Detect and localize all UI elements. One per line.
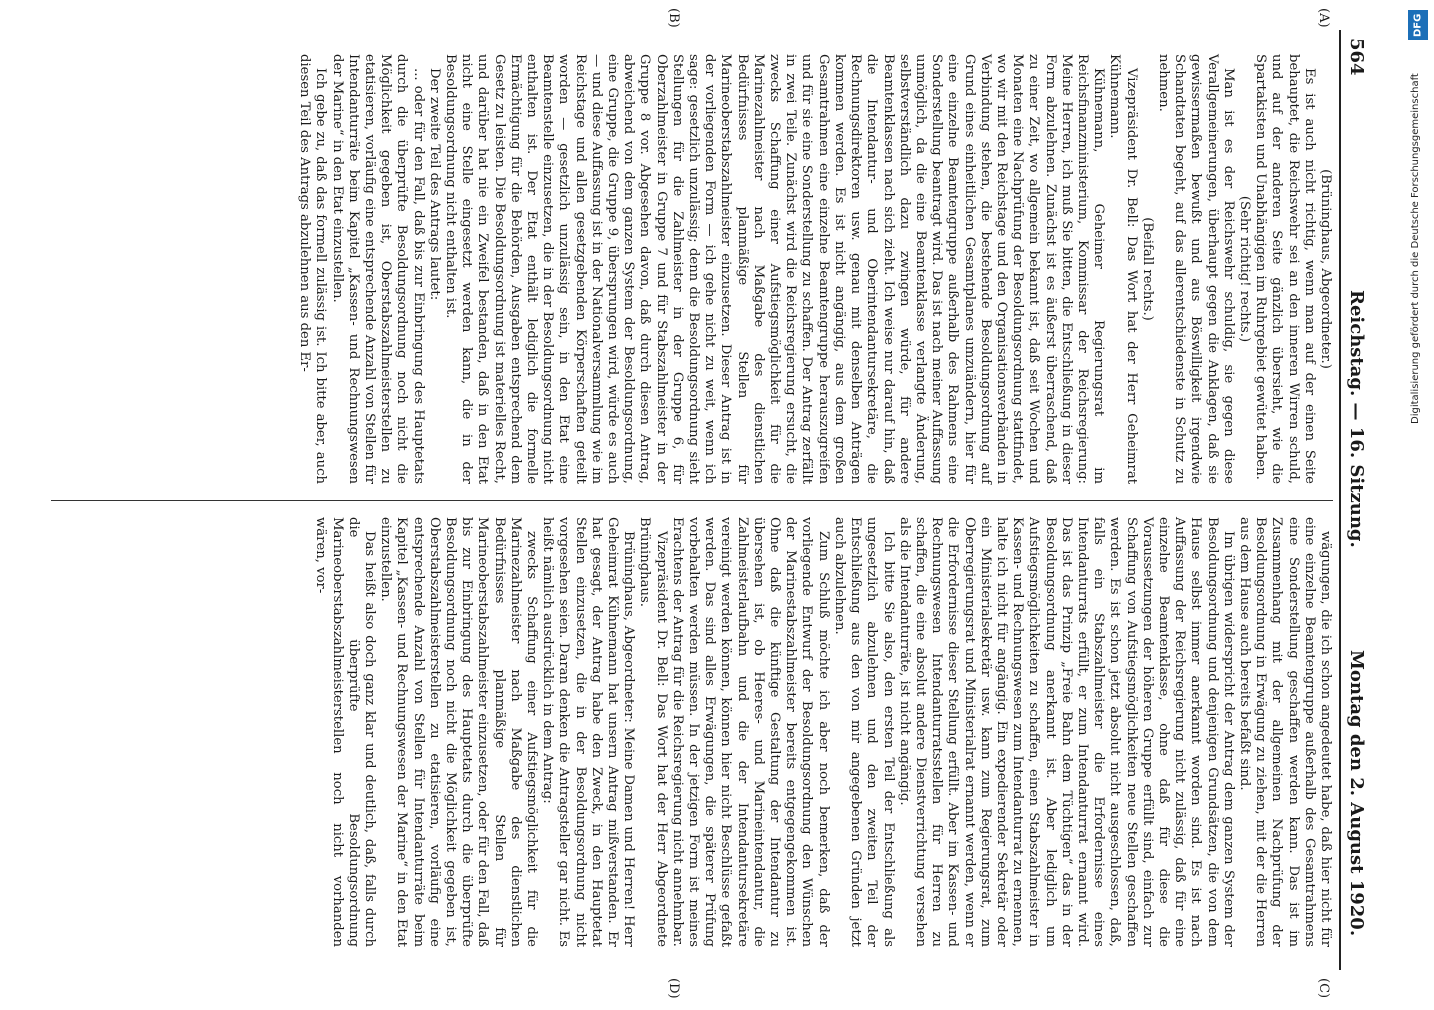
right-column-paragraph: Zum Schluß möchte ich aber noch bemerken, daß der vorliegende Entwurf der Besoldungsordnung den Wünschen der Marinestabszahlmeister bereits entgegengekommen ist. Ohne daß die künftige Gestaltung der Intendantur zu übersehen ist, ob Heeres- und Marineintendantur, die Zahlmeisterlaufbahn und die der Intendantursekretäre vereinigt werden können, können hier nicht Beschlüsse gefaßt werden. Das sind alles Erwägungen, die späterer Prüfung vorbehalten werden müssen. In der jetzigen Form ist meines Erachtens der Antrag für die Reichsregierung nicht annehmbar.	[669, 517, 831, 947]
left-column-paragraph: Es ist auch nicht richtig, wenn man auf der einen Seite behauptet, die Reichswehr sei an den inneren Wirren schuld, und auf der anderen Seite gänzlich übersieht, wie die Spartakisten und Unabhängigen im Ruhrgebiet gewütet haben.	[1253, 54, 1317, 484]
left-column-paragraph: Man ist es der Reichswehr schuldig, sie gegen diese Verallgemeinerungen, überhaupt gegen die Anklagen, daß sie gewissermaßen bewußt und aus Böswilligkeit irgendwie Schandtaten begeht, auf das allerentschiedenste in Schutz zu nehmen.	[1155, 54, 1236, 484]
right-column-paragraph: wägungen, die ich schon angedeutet habe, daß hier nicht für eine einzelne Beamtengruppe außerhalb des Gesamtrahmens eine Sonderstellung geschaffen werden kann. Das ist im Zusammenhang mit der allgemeinen Nachprüfung der Besoldungsordnung in Erwägung zu ziehen, mit der die Herren aus dem Hause auch bereits befaßt sind.	[1236, 517, 1333, 947]
left-running-title: Reichstag. — 16. Sitzung.	[1346, 290, 1367, 548]
right-column	[312, 517, 1333, 947]
column-rule	[51, 500, 1333, 501]
right-column-paragraph: zwecks Schaffung einer Aufstiegsmöglichkeit für die Marinezahlmeister nach Maßgabe des dienstlichen Bedürfnisses planmäßige Stellen für Marineoberstabszahlmeister einzusetzen, oder für den Fall, daß bis zur Einbringung des Hauptetats durch die überprüfte Besoldungsordnung noch nicht die Möglichkeit gegeben ist, Oberstabszahlmeisterstellen zu etatisieren, vorläufig eine entsprechende Anzahl von Stellen für Intendanturräte beim Kapitel „Kassen- und Rechnungswesen der Marine“ in den Etat einzustellen.	[378, 517, 540, 947]
margin-marker-b: (B)	[666, 8, 681, 28]
margin-marker-c: (C)	[1316, 978, 1331, 999]
left-column-paragraph: Der zweite Teil des Antrags lautet:	[426, 68, 442, 301]
right-column-paragraph: Brüninghaus, Abgeordneter: Meine Damen und Herren! Herr Geheimrat Kühnemann hat unsern Antrag mißverstanden. Er hat gesagt, der Antrag habe den Zweck, in den Hauptetat Stellen einzusetzen, die in der Besoldungsordnung nicht vorgesehen seien. Daran denken die Antragsteller gar nicht. Es heißt nämlich ausdrücklich in dem Antrag:	[540, 517, 637, 947]
left-column-paragraph: (Brüninghaus, Abgeordneter.)	[1318, 169, 1333, 369]
right-column-paragraph: Das heißt also doch ganz klar und deutlich, daß, falls durch die überprüfte Besoldungsordnung Marineoberstabszahlmeisterstellen noch nicht vorhanden wären, vor-	[313, 517, 378, 947]
page-header	[1339, 30, 1371, 970]
right-running-title: Montag den 2. August 1920.	[1346, 650, 1367, 937]
left-column-paragraph: Vizepräsident Dr. Bell: Das Wort hat der Herr Geheimrat Kühnemann.	[1107, 54, 1139, 484]
page-number: 564	[1346, 38, 1367, 76]
left-column-paragraph: Kühnemann, Geheimer Regierungsrat im Reichsfinanzministerium, Kommissar der Reichsregierung: Meine Herren, ich muß Sie bitten, die Entschließung in dieser Form abzulehnen. Zunächst ist es äußerst überraschend, daß zu einer Zeit, wo allgemein bekannt ist, daß seit Wochen und Monaten eine Nachprüfung der Besoldungsordnung stattfindet, wo wir mit den Reichstage und den Organisationsverbänden in Verbindung stehen, die bestehende Besoldungsordnung auf Grund eines einheitlichen Gesamtplanes umzuändern, hier für eine einzelne Beamtengruppe außerhalb des Rahmens eine Sonderstellung beantragt wird. Das ist nach meiner Auffassung unmöglich, da die eine Beamtenklasse verlangte Änderung, selbstverständlich dazu zwingen würde, für andere Beamtenklassen nach sich zieht. Ich weise nur darauf hin, daß die Intendantur- und Oberintendantursekretäre, die Rechnungsdirektoren usw. genau mit denselben Anträgen kommen werden. Es ist nicht angängig, aus dem großen Gesamtrahmen eine einzelne Beamtengruppe herauszugreifen und für sie eine Sonderstellung zu schaffen. Der Antrag zerfällt in zwei Teile. Zunächst wird die Reichsregierung ersucht, die zwecks Schaffung einer Aufstiegsmöglichkeit für die Marinezahlmeister nach Maßgabe des dienstlichen Bedürfnisses planmäßige Stellen für Marineoberstabszahlmeister einzusetzen. Dieser Antrag ist in der vorliegenden Form — ich gehe nicht zu weit, wenn ich sage: gesetzlich unzulässig; denn die Besoldungsordnung sieht Stellungen für die Zahlmeister in der Gruppe 6, für Oberzahlmeister in Gruppe 7 und für Stabszahlmeister in der Gruppe 8 vor. Abgesehen davon, daß durch diesen Antrag, abweichend von dem ganzen System der Besoldungsordnung, eine Gruppe, die Gruppe 9, übersprungen wird, würde es auch — und diese Auffassung ist in der Nationalversammlung wie im Reichstage und allen gesetzgebenden Körperschaften geteilt worden — gesetzlich unzulässig sein, in den Etat eine Beamtenstelle einzusetzen, die in der Besoldungsordnung nicht enthalten ist. Der Etat enthält lediglich die formelle Ermächtigung für die Behörden, Ausgaben entsprechend dem Gesetz zu leisten. Die Besoldungsordnung ist materielles Recht, und darüber hat nie ein Zweifel bestanden, daß in den Etat nicht eine Stelle eingesetzt werden kann, die in der Besoldungsordnung nicht enthalten ist.	[443, 54, 1107, 484]
left-column	[296, 54, 1333, 484]
margin-marker-a: (A)	[1316, 8, 1331, 28]
document-page	[41, 8, 1371, 999]
left-column-paragraph: (Beifall rechts.)	[1139, 217, 1155, 321]
dfg-stamp-text: Digitalisierung gefördert durch die Deutsche Forschungsgemeinschaft	[1410, 73, 1421, 424]
right-column-paragraph: Ich bitte Sie also, den ersten Teil der Entschließung als ungesetzlich abzulehnen und den zweiten Teil der Entschließung aus den von mir angegebenen Gründen jetzt auch abzulehnen.	[831, 517, 896, 947]
left-column-paragraph: ... oder für den Fall, daß bis zur Einbringung des Hauptetats durch die überprüfte Besoldungsordnung noch nicht die Möglichkeit gegeben ist, Oberstabszahlmeisterstellen zu etatisieren, vorläufig eine entsprechende Anzahl von Stellen für Intendanturräte beim Kapitel „Kassen- und Rechnungswesen der Marine“ in den Etat einzustellen.	[329, 54, 426, 484]
right-column-paragraph: Im übrigen widerspricht der Antrag dem ganzen System der Besoldungsordnung und denjenigen Grundsätzen, die von dem Hause selbst immer anerkannt worden sind. Es ist nach Auffassung der Reichsregierung nicht zulässig, daß für eine einzelne Beamtenklasse, ohne daß für diese die Voraussetzungen der höheren Gruppe erfüllt sind, einfach zur Schaffung von Aufstiegsmöglichkeiten neue Stellen geschaffen werden. Es ist schon jetzt absolut nicht ausgeschlossen, daß, falls ein Stabszahlmeister die Erfordernisse eines Intendanturrats erfüllt, er zum Intendanturrat ernannt wird. Das ist das Prinzip „Freie Bahn dem Tüchtigen“ das in der Besoldungsordnung anerkannt ist. Aber lediglich um Aufstiegsmöglichkeiten zu schaffen, einen Stabszahlmeister in Kassen- und Rechnungswesen zum Intendanturrat zu ernennen, halte ich nicht für angängig. Ein expedierender Sekretär oder ein Ministerialsekretär usw. kann zum Regierungsrat, zum Oberregierungsrat und Ministerialrat ernannt werden, wenn er die Erfordernisse dieser Stellung erfüllt. Aber im Kassen- und Rechnungswesen Intendanturratsstellen für Herren zu schaffen, die eine absolut andere Dienstverrichtung versehen als die Intendanturräte, ist nicht angängig.	[896, 517, 1236, 947]
left-column-paragraph: Ich gebe zu, daß das formell zulässig ist. Ich bitte aber, auch diesen Teil des Antrags abzulehnen aus den Er-	[297, 54, 329, 484]
dfg-stamp	[1408, 10, 1428, 1010]
dfg-logo: DFG	[1408, 10, 1428, 40]
margin-marker-d: (D)	[666, 978, 681, 999]
right-column-paragraph: Vizepräsident Dr. Bell: Das Wort hat der Herr Abgeordnete Brüninghaus.	[637, 517, 669, 947]
left-column-paragraph: (Sehr richtig! rechts.)	[1236, 195, 1252, 343]
